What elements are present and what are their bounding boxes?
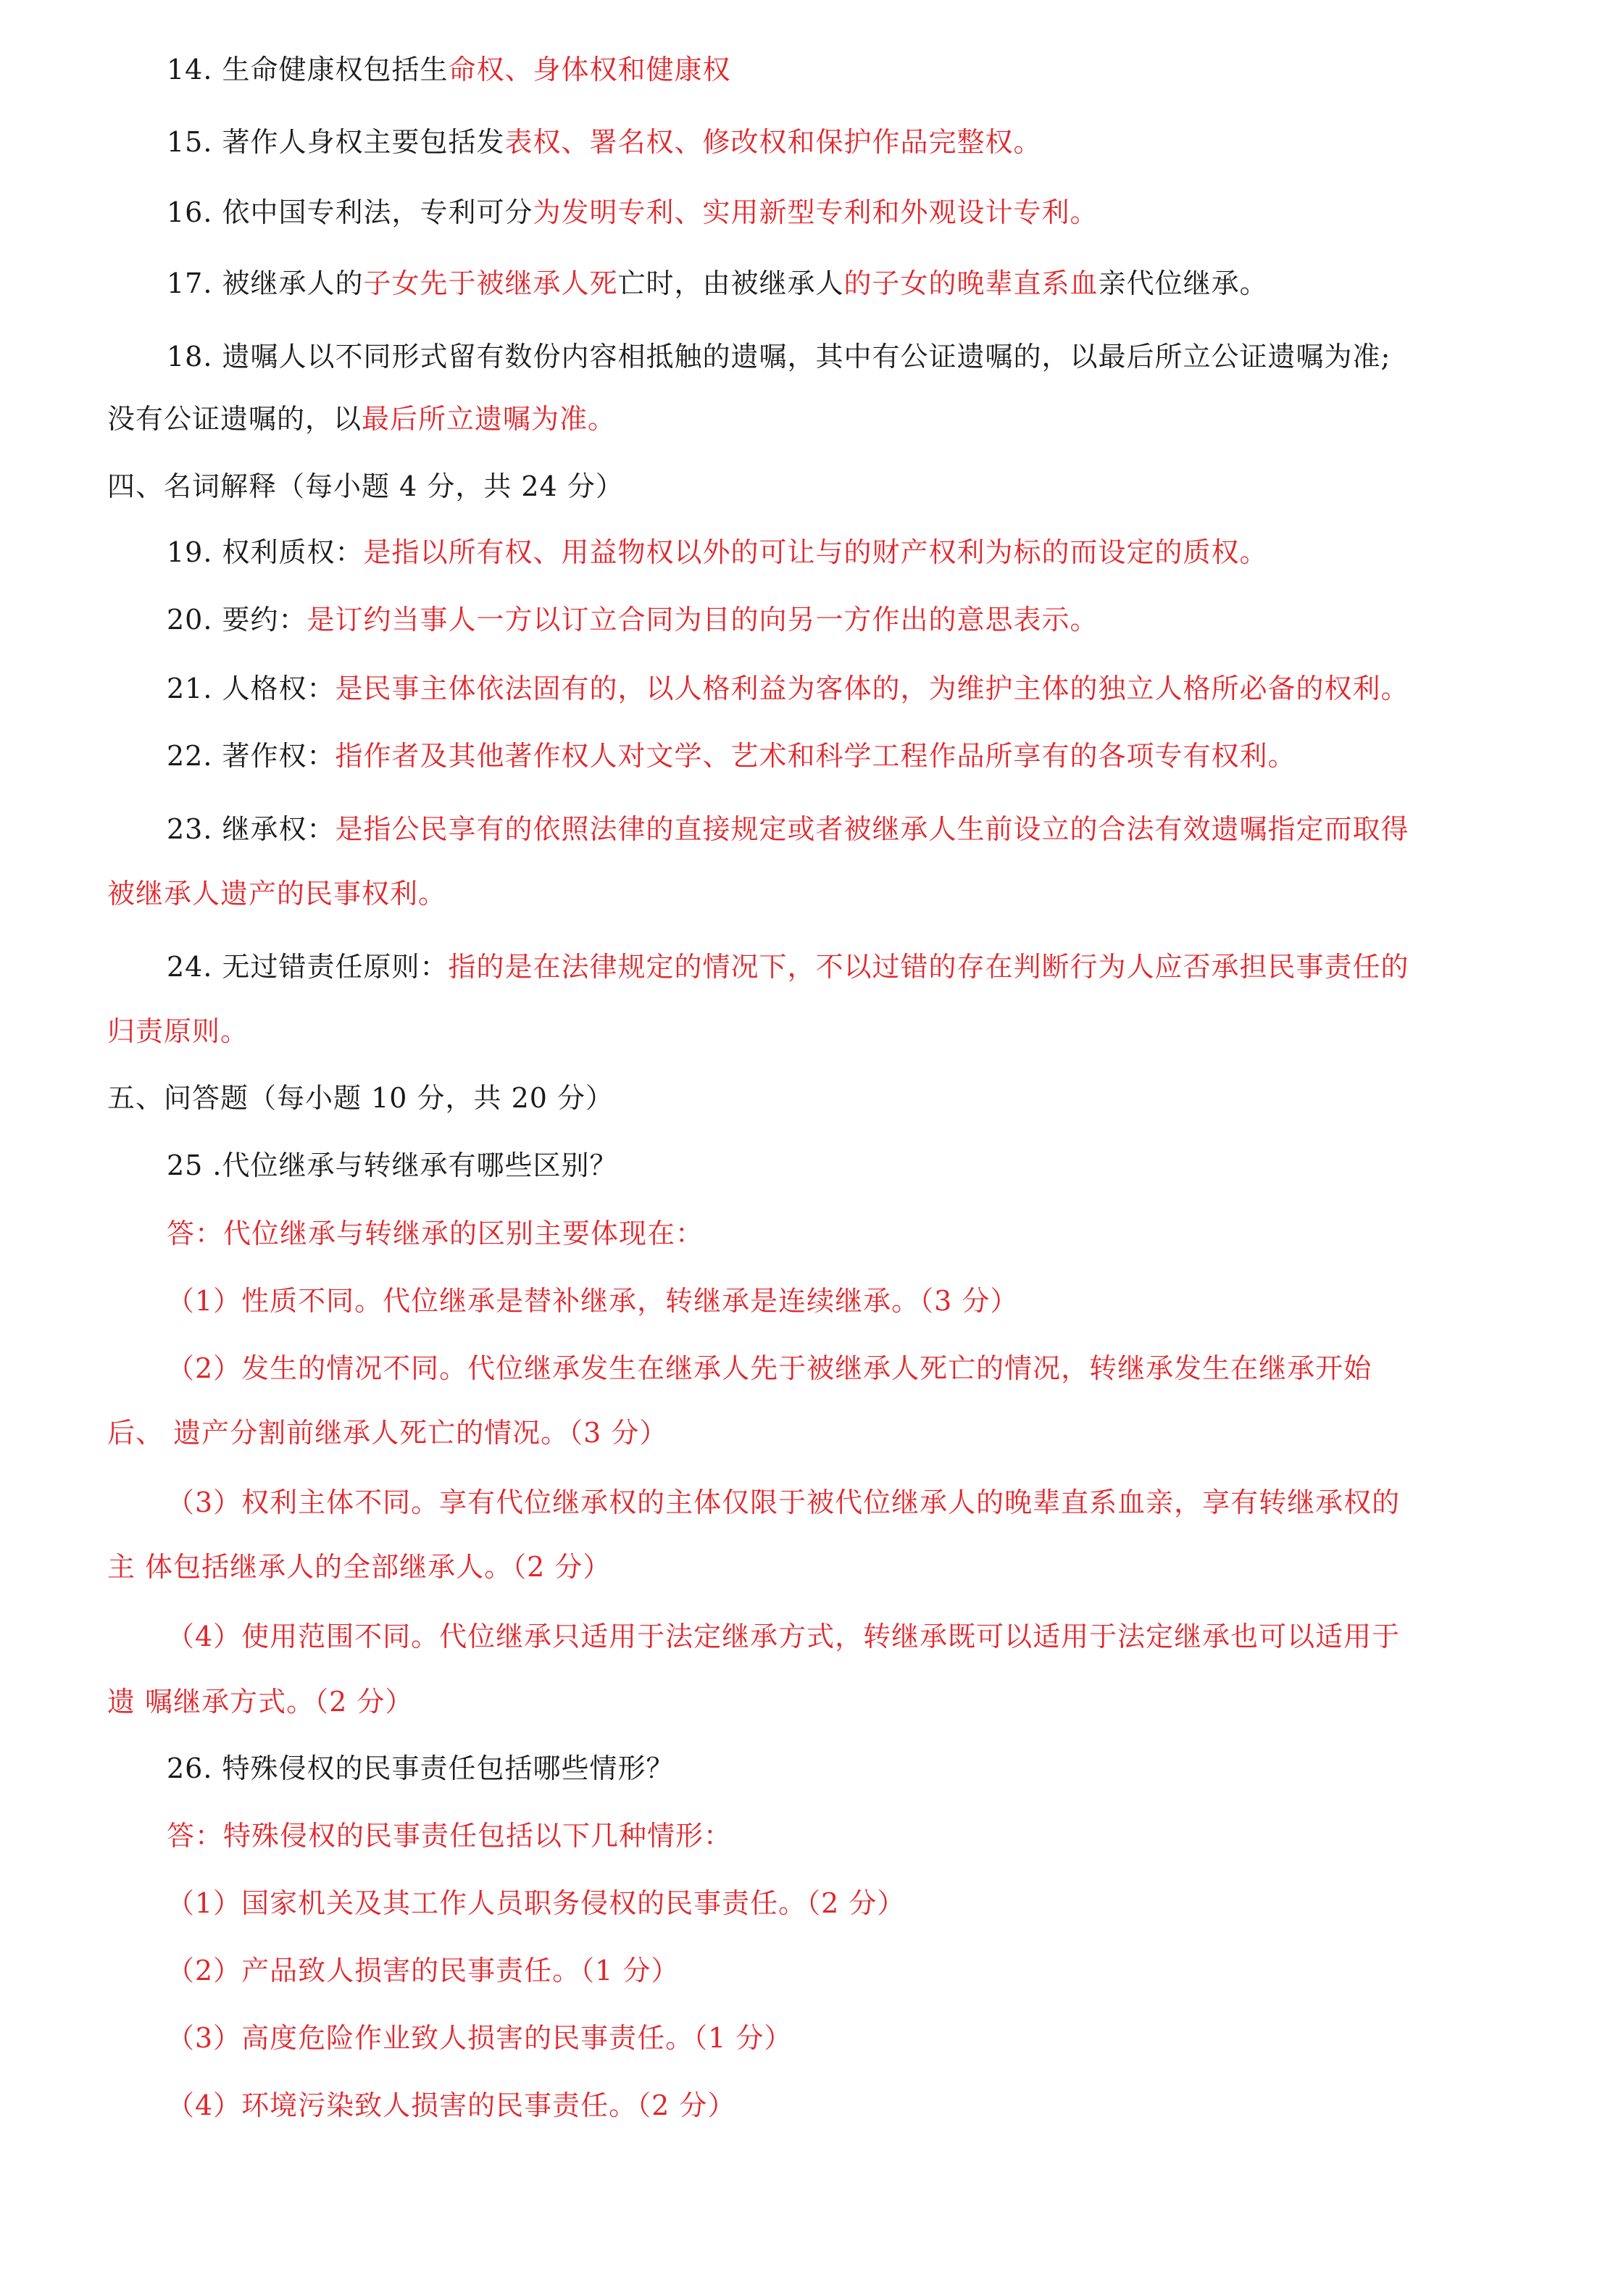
q25-point-1: （1）性质不同。代位继承是替补继承，转继承是连续继承。（3 分）: [167, 1285, 1019, 1317]
q19-definition: 是指以所有权、用益物权以外的可让与的财产权利为标的而设定的质权。: [363, 536, 1268, 568]
q15-answer: 表权、署名权、修改权和保护作品完整权。: [504, 126, 1042, 158]
item-q16: [167, 194, 1099, 230]
q16-prompt: 16. 依中国专利法，专利可分: [167, 196, 533, 228]
q22-term: 22. 著作权：: [167, 740, 335, 772]
q17-answer-1: 子女先于被继承人死: [363, 267, 618, 299]
q22-definition: 指作者及其他著作权人对文学、艺术和科学工程作品所享有的各项专有权利。: [335, 740, 1296, 772]
term-q24: [167, 949, 1409, 985]
q24-definition-2: 归责原则。: [107, 1015, 249, 1047]
q24-term: 24. 无过错责任原则：: [167, 951, 449, 983]
q21-definition: 是民事主体依法固有的，以人格利益为客体的，为维护主体的独立人格所必备的权利。: [335, 673, 1409, 704]
q25-point-4-line-1: （4）使用范围不同。代位继承只适用于法定继承方式，转继承既可以适用于法定继承也可以适用于: [167, 1621, 1401, 1652]
q26-point-3: （3）高度危险作业致人损害的民事责任。（1 分）: [167, 2022, 793, 2054]
q26-question: 26. 特殊侵权的民事责任包括哪些情形？: [167, 1752, 675, 1784]
q25-point-3-line-2: 主 体包括继承人的全部继承人。（2 分）: [107, 1551, 612, 1583]
q25-point-2-line-1: （2）发生的情况不同。代位继承发生在继承人先于被继承人死亡的情况，转继承发生在继承开始: [167, 1352, 1372, 1384]
q23-definition-1: 是指公民享有的依照法律的直接规定或者被继承人生前设立的合法有效遗嘱指定而取得: [335, 813, 1409, 845]
q20-term: 20. 要约：: [167, 604, 307, 636]
q17-prompt-1: 17. 被继承人的: [167, 267, 364, 299]
term-q21: [167, 670, 1409, 707]
term-q23: [167, 811, 1409, 847]
q26-point-2: （2）产品致人损害的民事责任。（1 分）: [167, 1955, 680, 1987]
q25-answer-intro: 答：代位继承与转继承的区别主要体现在：: [167, 1218, 704, 1249]
q14-answer: 命权、身体权和健康权: [448, 54, 731, 86]
q17-prompt-2: 亡时，由被继承人: [617, 267, 844, 299]
section-5-heading: 五、问答题（每小题 10 分，共 20 分）: [107, 1082, 614, 1114]
q20-definition: 是订约当事人一方以订立合同为目的向另一方作出的意思表示。: [307, 604, 1099, 636]
q25-question: 25 .代位继承与转继承有哪些区别？: [167, 1149, 618, 1181]
q14-prompt: 14. 生命健康权包括生: [167, 54, 449, 86]
term-q20: [167, 602, 1099, 638]
q18-line-1: 18. 遗嘱人以不同形式留有数份内容相抵触的遗嘱，其中有公证遗嘱的，以最后所立公证遗嘱为准;: [167, 341, 1391, 373]
q26-answer-intro: 答：特殊侵权的民事责任包括以下几种情形：: [167, 1820, 733, 1852]
q25-point-2-line-2: 后、 遗产分割前继承人死亡的情况。（3 分）: [107, 1417, 668, 1449]
item-q14: [167, 51, 731, 88]
item-q15: [167, 124, 1042, 160]
q24-definition-1: 指的是在法律规定的情况下，不以过错的存在判断行为人应否承担民事责任的: [448, 951, 1409, 983]
q17-prompt-3: 亲代位继承。: [1098, 267, 1268, 299]
q19-term: 19. 权利质权：: [167, 536, 364, 568]
q15-prompt: 15. 著作人身权主要包括发: [167, 126, 505, 158]
term-q19: [167, 534, 1268, 570]
q26-point-4: （4）环境污染致人损害的民事责任。（2 分）: [167, 2089, 736, 2121]
q23-term: 23. 继承权：: [167, 813, 335, 845]
q23-definition-2: 被继承人遗产的民事权利。: [107, 878, 447, 910]
q21-term: 21. 人格权：: [167, 673, 335, 704]
section-4-heading: 四、名词解释（每小题 4 分，共 24 分）: [107, 470, 624, 502]
q25-point-3-line-1: （3）权利主体不同。享有代位继承权的主体仅限于被代位继承人的晚辈直系血亲，享有转继承权的: [167, 1486, 1401, 1518]
q17-answer-2: 的子女的晚辈直系血: [843, 267, 1099, 299]
q18-line-2: [107, 401, 616, 437]
q18-answer: 最后所立遗嘱为准。: [362, 403, 617, 435]
item-q17: [167, 265, 1268, 301]
q18-prompt: 没有公证遗嘱的，以: [107, 403, 362, 435]
q26-point-1: （1）国家机关及其工作人员职务侵权的民事责任。（2 分）: [167, 1887, 906, 1919]
term-q22: [167, 738, 1296, 774]
q25-point-4-line-2: 遗 嘱继承方式。（2 分）: [107, 1686, 414, 1718]
q16-answer: 为发明专利、实用新型专利和外观设计专利。: [533, 196, 1099, 228]
